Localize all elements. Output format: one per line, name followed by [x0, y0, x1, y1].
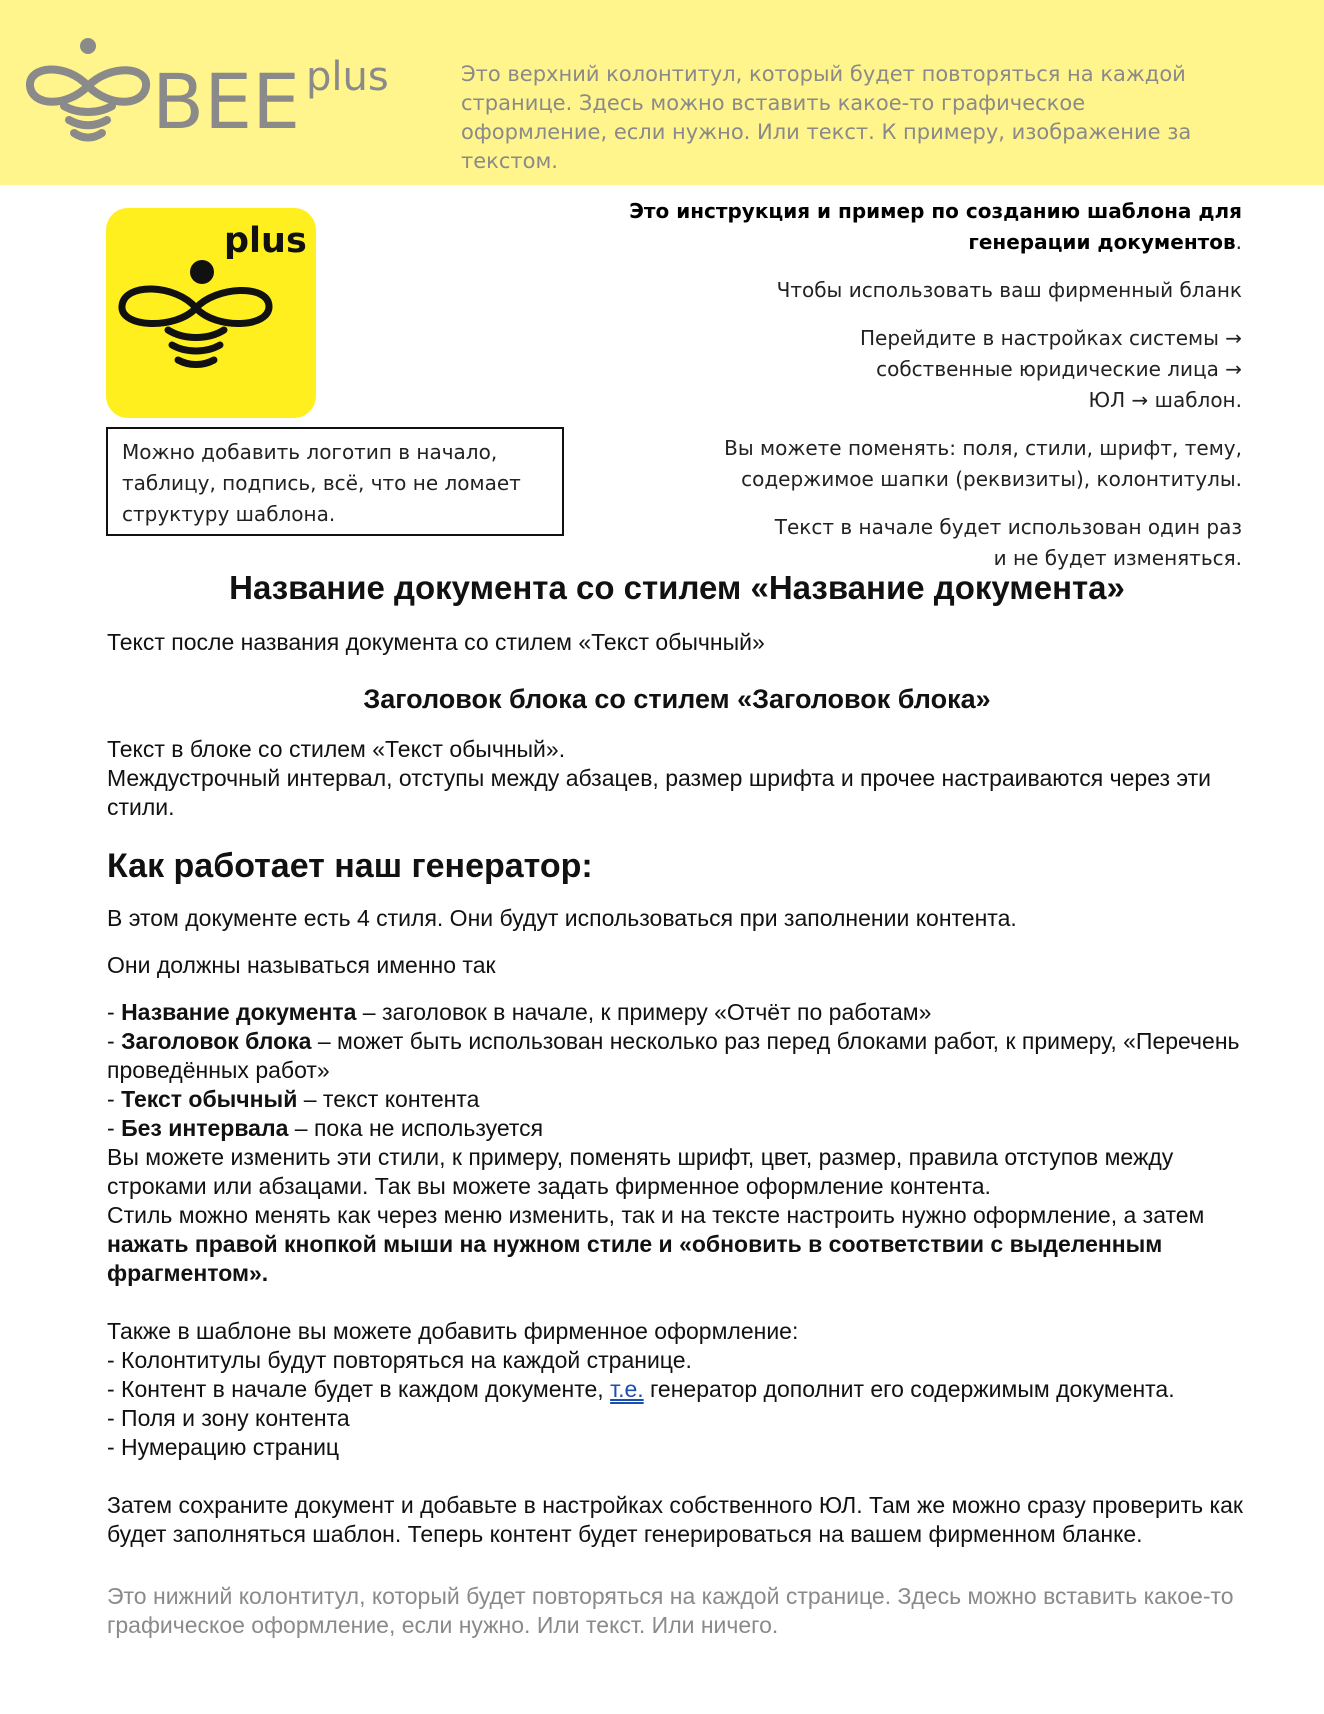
instruction-steps — [620, 323, 1242, 416]
document-body — [107, 566, 1247, 1640]
instruction-p1: Чтобы использовать ваш фирменный бланк — [776, 278, 1242, 302]
instruction-p3: Вы можете поменять: поля, стили, шрифт, тему, содержимое шапки (реквизиты), колонтитулы. — [724, 436, 1242, 491]
change-how-text: Стиль можно менять как через меню изменить, так и на тексте настроить нужно оформление, а затем нажать правой кнопкой мыши на нужном стиле и «обновить в соответствии с выделенным фрагментом». — [107, 1202, 1205, 1286]
styles-list — [107, 998, 1247, 1143]
styles-intro: В этом документе есть 4 стиля. Они будут использоваться при заполнении контента. — [107, 905, 1017, 931]
style-desc: – текст контента — [297, 1086, 480, 1112]
p4-line-2: и не будет изменяться. — [993, 546, 1242, 570]
template-instructions — [620, 196, 1242, 591]
section-heading: Как работает наш генератор: — [107, 847, 593, 885]
style-name: Заголовок блока — [121, 1028, 312, 1054]
branding-intro: Также в шаблоне вы можете добавить фирменное оформление: — [107, 1318, 799, 1344]
bee-logo-icon — [106, 208, 316, 418]
style-name: Текст обычный — [121, 1086, 298, 1112]
intro-text: Это инструкция и пример по созданию шаблона для генерации документов — [629, 199, 1242, 254]
branding-item: - Поля и зону контента — [107, 1405, 350, 1431]
document-title: Название документа со стилем «Название документа» — [229, 569, 1125, 606]
style-item: - Текст обычный – текст контента — [107, 1086, 480, 1112]
change-how-bold: нажать правой кнопкой мыши на нужном стиле и «обновить в соответствии с выделенным фрагментом». — [107, 1231, 1163, 1286]
p4-line-1: Текст в начале будет использован один раз — [774, 515, 1242, 539]
style-name: Без интервала — [121, 1115, 289, 1141]
style-desc: – пока не используется — [288, 1115, 544, 1141]
style-desc: – может быть использован несколько раз перед блоками работ, к примеру, «Перечень проведённых работ» — [107, 1028, 1240, 1083]
step-line-3: ЮЛ → шаблон. — [1088, 388, 1242, 412]
logo-suffix: plus — [306, 54, 389, 100]
logo-note-box: Можно добавить логотип в начало, таблицу, подпись, всё, что не ломает структуру шаблона. — [106, 427, 564, 536]
page-header — [0, 0, 1324, 185]
change-styles-text: Вы можете изменить эти стили, к примеру, поменять шрифт, цвет, размер, правила отступов между строками или абзацами. Так вы можете задать фирменное оформление контента. — [107, 1144, 1174, 1199]
style-desc: – заголовок в начале, к примеру «Отчёт по работам» — [356, 999, 932, 1025]
branding-item: - Нумерацию страниц — [107, 1434, 340, 1460]
header-text: Это верхний колонтитул, который будет повторяться на каждой странице. Здесь можно вставить какое-то графическое оформление, если нужно. Или текст. К примеру, изображение за текстом. — [461, 62, 1192, 173]
branding-item: - Контент в начале будет в каждом документе, т.е. генератор дополнит его содержимым документа. — [107, 1376, 1175, 1402]
block-title: Заголовок блока со стилем «Заголовок блока» — [363, 684, 991, 714]
style-item: - Без интервала – пока не используется — [107, 1115, 544, 1141]
style-item: - Название документа – заголовок в начале, к примеру «Отчёт по работам» — [107, 999, 932, 1025]
branding-list — [107, 1317, 1247, 1462]
abbr-te: т.е. — [610, 1376, 644, 1402]
step-line-2: собственные юридические лица → — [876, 357, 1242, 381]
intro-end: . — [1235, 230, 1242, 254]
style-name: Название документа — [121, 999, 357, 1025]
bee-icon — [30, 69, 146, 137]
instruction-p4 — [620, 512, 1242, 574]
logo-word: BEE — [152, 57, 301, 146]
beeplus-logo — [106, 208, 316, 418]
block-text-1: Текст в блоке со стилем «Текст обычный». — [107, 736, 566, 762]
style-item: - Заголовок блока – может быть использован несколько раз перед блоками работ, к примеру, «Перечень проведённых работ» — [107, 1028, 1240, 1083]
after-title-text: Текст после названия документа со стилем «Текст обычный» — [107, 629, 765, 655]
step-line-1: Перейдите в настройках системы → — [859, 326, 1242, 350]
beeplus-header-logo — [26, 36, 436, 156]
block-text-2: Междустрочный интервал, отступы между абзацев, размер шрифта и прочее настраиваются через эти стили. — [107, 765, 1212, 820]
branding-item: - Колонтитулы будут повторяться на каждой странице. — [107, 1347, 692, 1373]
styles-named: Они должны называться именно так — [107, 952, 496, 978]
logo-box-word: plus — [224, 221, 307, 261]
page-footer-text: Это нижний колонтитул, который будет повторяться на каждой странице. Здесь можно вставить какое-то графическое оформление, если нужно. Или текст. Или ничего. — [107, 1583, 1234, 1638]
final-text: Затем сохраните документ и добавьте в настройках собственного ЮЛ. Там же можно сразу проверить как будет заполняться шаблон. Теперь контент будет генерироваться на вашем фирменном бланке. — [107, 1492, 1243, 1547]
